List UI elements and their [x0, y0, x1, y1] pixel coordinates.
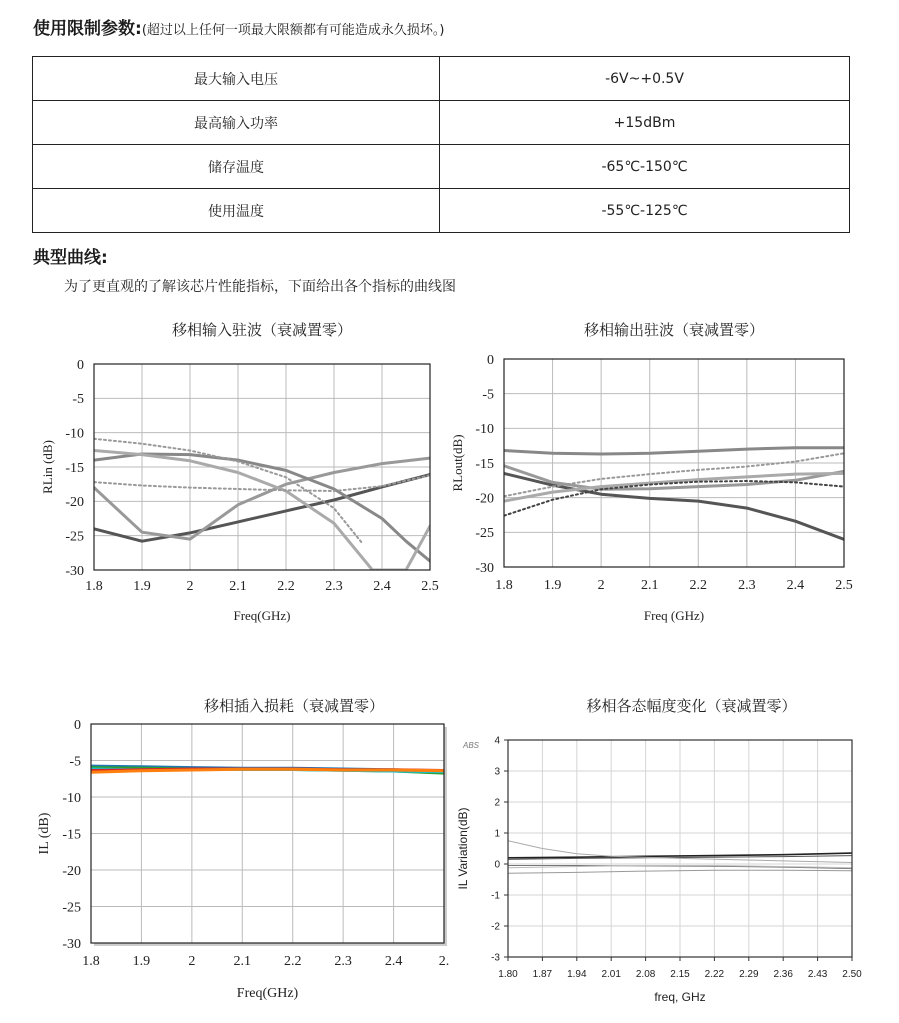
- x-axis-label: Freq (GHz): [643, 608, 705, 623]
- y-tick-label: -10: [475, 422, 494, 438]
- y-tick-label: -5: [482, 387, 494, 403]
- chart-title-rlin: 移相输入驻波（衰减置零）: [171, 321, 352, 339]
- x-tick-label: 1.94: [567, 969, 587, 980]
- x-tick-label: 2.43: [807, 969, 828, 980]
- x-tick-label: 1.9: [133, 579, 151, 594]
- x-tick-label: 2.36: [773, 969, 793, 980]
- x-tick-label: 2.15: [670, 969, 690, 980]
- y-tick-label: -30: [65, 563, 84, 579]
- x-tick-label: 2.1: [229, 579, 247, 594]
- value-cell: +15dBm: [440, 101, 850, 145]
- y-tick-label: -2: [491, 921, 500, 933]
- chart-title-il-variation: 移相各态幅度变化（衰减置零）: [586, 697, 797, 715]
- value-cell: -6V~+0.5V: [440, 57, 850, 101]
- y-tick-label: -1: [491, 890, 500, 902]
- x-tick-label: 2.01: [601, 969, 621, 980]
- x-tick-label: 1.9: [543, 578, 562, 593]
- y-tick-label: 0: [77, 357, 84, 373]
- y-tick-label: -25: [62, 900, 81, 916]
- x-tick-label: 2.2: [689, 578, 708, 593]
- x-tick-label: 1.8: [495, 578, 513, 593]
- x-tick-label: 2.1: [233, 954, 252, 969]
- x-tick-label: 2.08: [635, 969, 656, 980]
- x-tick-label: 2.3: [334, 954, 352, 969]
- chart-title-il: 移相插入损耗（衰减置零）: [203, 697, 384, 715]
- x-tick-label: 2.3: [738, 578, 756, 593]
- y-tick-label: 2: [494, 797, 500, 809]
- chart-2: [37, 718, 449, 1001]
- y-tick-label: 0: [74, 717, 81, 733]
- x-tick-label: 2.1: [640, 578, 659, 593]
- x-axis-label: Freq(GHz): [233, 608, 291, 623]
- y-tick-label: -30: [475, 560, 494, 576]
- y-tick-label: -5: [72, 392, 84, 408]
- x-tick-label: 2.29: [739, 969, 759, 980]
- y-tick-label: -30: [62, 936, 81, 952]
- x-tick-label: 2.: [438, 954, 450, 969]
- x-axis-label: Freq(GHz): [236, 986, 299, 1001]
- x-tick-label: 1.87: [532, 969, 553, 980]
- chart-title-rlout: 移相输出驻波（衰减置零）: [583, 321, 764, 339]
- y-tick-label: -3: [491, 952, 500, 964]
- y-tick-label: -25: [475, 526, 494, 542]
- chart-3: [456, 736, 862, 1005]
- y-tick-label: 0: [494, 859, 500, 871]
- param-cell: 储存温度: [33, 145, 440, 189]
- x-tick-label: 2.50: [842, 969, 862, 980]
- x-tick-label: 2.22: [704, 969, 725, 980]
- x-tick-label: 1.8: [85, 579, 103, 594]
- x-tick-label: 1.9: [132, 954, 151, 969]
- x-tick-label: 2: [186, 579, 194, 594]
- x-tick-label: 2.3: [325, 579, 343, 594]
- x-tick-label: 2.5: [835, 578, 853, 593]
- chart-1: [450, 353, 853, 623]
- limits-note: (超过以上任何一项最大限额都有可能造成永久损坏。): [141, 23, 445, 38]
- param-cell: 使用温度: [33, 189, 440, 233]
- x-tick-label: 2.2: [277, 579, 295, 594]
- y-tick-label: -20: [65, 495, 84, 511]
- param-cell: 最大输入电压: [33, 57, 440, 101]
- x-tick-label: 2.2: [283, 954, 302, 969]
- curves-intro: 为了更直观的了解该芯片性能指标，下面给出各个指标的曲线图: [64, 279, 456, 295]
- value-cell: -65℃-150℃: [440, 145, 850, 189]
- y-tick-label: 4: [494, 735, 500, 747]
- y-tick-label: -20: [475, 491, 494, 507]
- value-cell: -55℃-125℃: [440, 189, 850, 233]
- y-tick-label: -20: [62, 863, 81, 879]
- y-axis-label: RLout(dB): [450, 434, 465, 492]
- y-axis-label: RLin (dB): [40, 440, 55, 494]
- y-tick-label: 1: [494, 828, 500, 840]
- corner-label: ABS: [463, 741, 480, 750]
- x-tick-label: 1.80: [498, 969, 518, 980]
- x-tick-label: 2.4: [786, 578, 805, 593]
- y-tick-label: -15: [475, 456, 494, 472]
- x-tick-label: 2: [188, 954, 196, 969]
- curves-heading: 典型曲线:: [33, 248, 108, 268]
- param-cell: 最高输入功率: [33, 101, 440, 145]
- y-tick-label: 0: [487, 352, 494, 368]
- y-axis-label: IL Variation(dB): [456, 807, 470, 890]
- x-axis-label: freq, GHz: [654, 990, 706, 1004]
- x-tick-label: 2.4: [384, 954, 403, 969]
- limits-title: 使用限制参数:: [33, 19, 142, 39]
- y-tick-label: -15: [62, 827, 81, 843]
- y-tick-label: 3: [494, 766, 500, 778]
- y-axis-label: IL (dB): [37, 812, 52, 855]
- y-tick-label: -10: [65, 426, 84, 442]
- y-tick-label: -5: [69, 754, 81, 770]
- x-tick-label: 1.8: [82, 954, 100, 969]
- x-tick-label: 2: [597, 578, 605, 593]
- x-tick-label: 2.4: [373, 579, 391, 594]
- chart-0: [40, 358, 439, 623]
- y-tick-label: -15: [65, 460, 84, 476]
- y-tick-label: -25: [65, 529, 84, 545]
- x-tick-label: 2.5: [421, 579, 439, 594]
- y-tick-label: -10: [62, 790, 81, 806]
